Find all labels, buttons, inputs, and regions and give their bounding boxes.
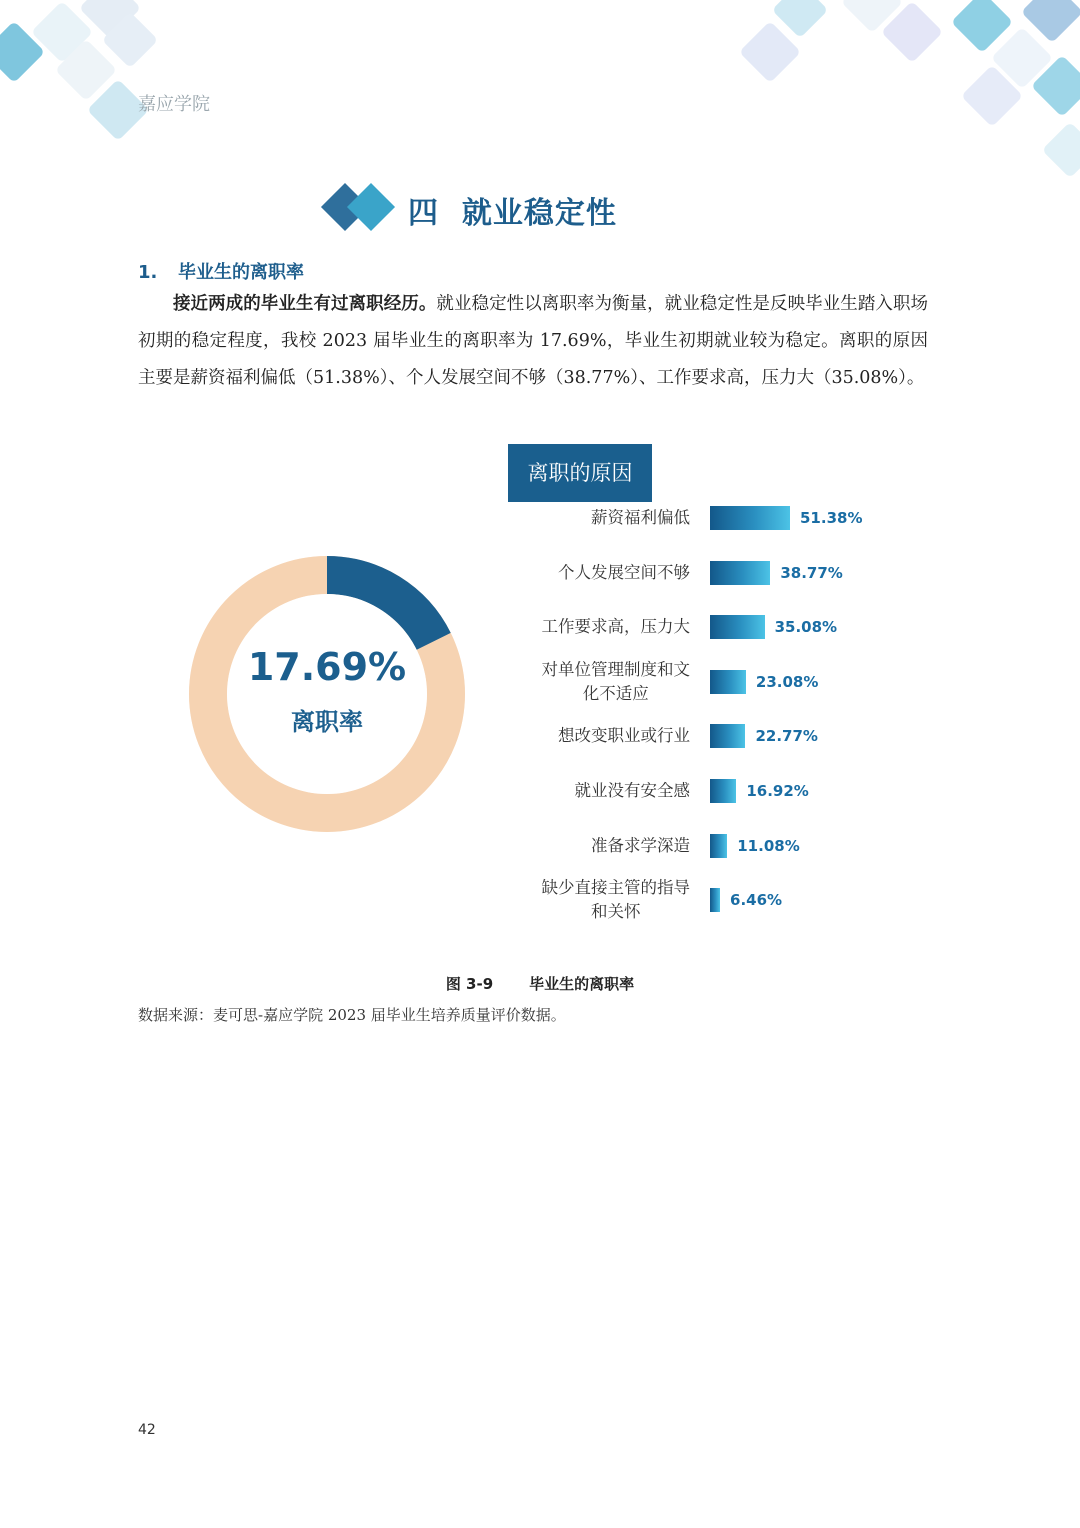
donut-label: 离职率 [291,708,363,736]
bar-row [520,765,940,817]
bar-value-label: 23.08% [755,672,819,691]
bar [710,615,765,639]
bar-category-label: 个人发展空间不够 [558,562,690,582]
bar-category-label: 缺少直接主管的指导 和关怀 [541,878,690,922]
bar-value-label: 11.08% [737,836,800,855]
bar-category-label: 想改变职业或行业 [558,726,690,746]
bar-value-label: 35.08% [774,618,838,637]
bar-row [520,710,940,762]
bar-row [520,656,940,708]
subsection-number: 1. [138,262,158,283]
bar-category-label: 就业没有安全感 [574,781,690,800]
subsection-title: 毕业生的离职率 [178,262,304,283]
paragraph-lead: 接近两成的毕业生有过离职经历。 [173,294,437,314]
diamond-icon [347,183,395,231]
bar-value-label: 51.38% [800,509,863,527]
bar [710,888,720,912]
bar-value-label: 22.77% [755,727,818,746]
body-paragraph [138,286,928,397]
bar [710,779,736,803]
bar-row [520,820,940,872]
section-title-text: 就业稳定性 [461,196,617,231]
donut-center [227,594,427,794]
bar-value-label: 6.46% [730,891,783,910]
bar [710,670,746,694]
donut-value: 17.69% [247,645,407,689]
page-number: 42 [138,1422,156,1438]
figure-title: 毕业生的离职率 [529,975,635,993]
bar [710,561,770,585]
chart-title: 离职的原因 [508,444,652,502]
figure-caption [0,973,1080,994]
bar-value-label: 16.92% [746,782,809,800]
bar-row [520,601,940,653]
bar-category-label: 工作要求高，压力大 [541,617,690,637]
section-title [408,188,617,232]
bar [710,834,727,858]
bar-row [520,492,940,544]
bar-row [520,874,940,926]
bar-category-label: 准备求学深造 [591,835,690,855]
bar-row [520,547,940,599]
donut-chart [186,553,468,835]
bar-value-label: 38.77% [780,563,843,582]
bar-category-label: 对单位管理制度和文 化不适应 [541,659,690,703]
figure-number: 图 3-9 [445,975,494,993]
bar-category-label: 薪资福利偏低 [591,508,690,527]
bar [710,724,745,748]
data-source-note: 数据来源：麦可思-嘉应学院 2023 届毕业生培养质量评价数据。 [138,1006,566,1024]
bar [710,506,790,530]
paragraph-body: 就业稳定性以离职率为衡量，就业稳定性是反映毕业生踏入职场初期的稳定程度，我校 2023 届毕业生的离职率为 17.69%，毕业生初期就业较为稳定。离职的原因主要是薪资福利偏低（51.38%）、个人发展空间不够（38.77%）、工作要求高，压力大（35.08%）。 [138,294,929,388]
subsection-heading [138,258,304,284]
section-number: 四 [408,196,439,231]
school-name: 嘉应学院 [138,94,210,115]
